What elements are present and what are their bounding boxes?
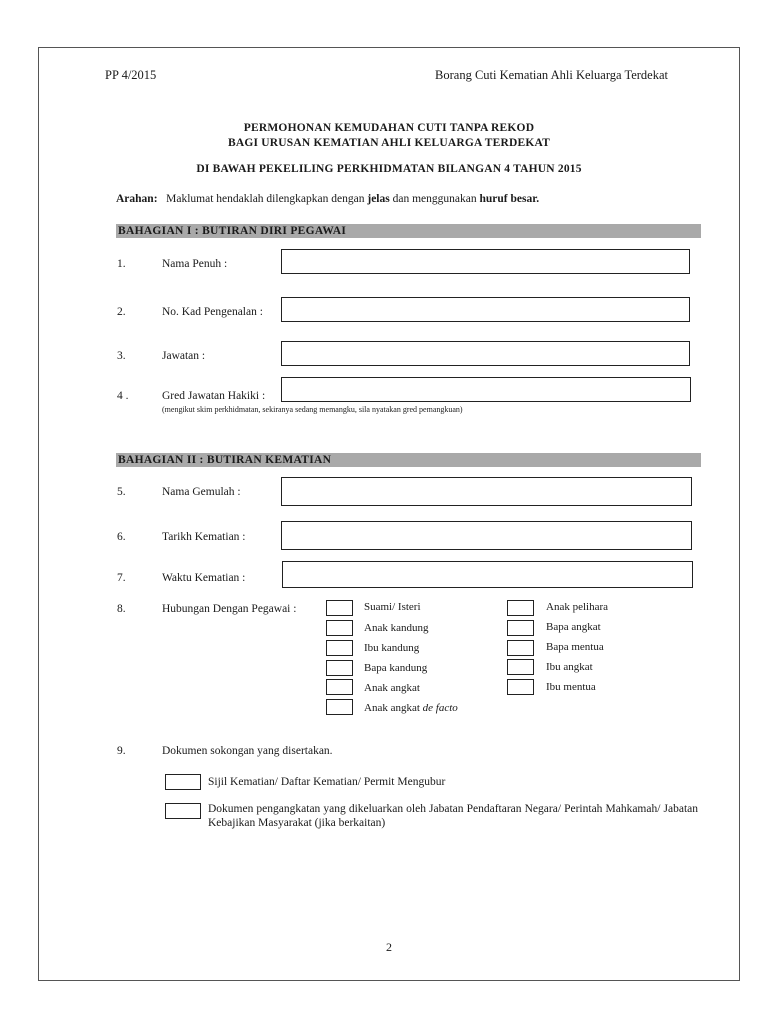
title-line-3: DI BAWAH PEKELILING PERKHIDMATAN BILANGAN 4 TAHUN 2015 <box>196 163 582 175</box>
instructions <box>116 193 539 205</box>
document-death-certificate-checkbox[interactable] <box>165 774 201 790</box>
relation-father-in-law-label: Bapa mentua <box>546 641 604 653</box>
grade-label: Gred Jawatan Hakiki : <box>162 390 266 402</box>
form-name: Borang Cuti Kematian Ahli Keluarga Terdekat <box>435 68 668 82</box>
instructions-text-b: dan menggunakan <box>389 193 480 205</box>
field-5-number: 5. <box>117 486 126 498</box>
relation-adoptive-mother-checkbox[interactable] <box>507 659 534 675</box>
section-1-header: BAHAGIAN I : BUTIRAN DIRI PEGAWAI <box>116 224 701 238</box>
instructions-bold-2: huruf besar. <box>479 193 540 205</box>
relation-biological-mother-checkbox[interactable] <box>326 640 353 656</box>
de-facto-italic: de facto <box>422 702 458 714</box>
document-adoption-label: Dokumen pengangkatan yang dikeluarkan oleh Jabatan Pendaftaran Negara/ Perintah Mahkamah/ Jabatan Kebajikan Masyarakat (jika berkaitan) <box>208 803 698 829</box>
documents-label: Dokumen sokongan yang disertakan. <box>162 745 333 757</box>
relation-adoptive-father-label: Bapa angkat <box>546 621 601 633</box>
title-line-2: BAGI URUSAN KEMATIAN AHLI KELUARGA TERDEKAT <box>227 137 551 149</box>
position-field[interactable] <box>281 341 690 366</box>
deceased-name-label: Nama Gemulah : <box>162 486 241 498</box>
death-time-field[interactable] <box>282 561 693 588</box>
relation-adoptive-father-checkbox[interactable] <box>507 620 534 636</box>
relation-de-facto-child-checkbox[interactable] <box>326 699 353 715</box>
instructions-text-a: Maklumat hendaklah dilengkapkan dengan <box>166 193 368 205</box>
relation-biological-father-checkbox[interactable] <box>326 660 353 676</box>
deceased-name-field[interactable] <box>281 477 692 506</box>
relation-adopted-child-checkbox[interactable] <box>326 679 353 695</box>
ic-number-field[interactable] <box>281 297 690 322</box>
field-4-number: 4 . <box>117 390 129 402</box>
relation-label: Hubungan Dengan Pegawai : <box>162 603 297 615</box>
relation-adopted-child-label: Anak angkat <box>364 682 420 694</box>
relation-mother-in-law-checkbox[interactable] <box>507 679 534 695</box>
position-label: Jawatan : <box>162 350 206 362</box>
document-death-certificate-label: Sijil Kematian/ Daftar Kematian/ Permit Mengubur <box>208 776 446 788</box>
relation-mother-in-law-label: Ibu mentua <box>546 681 596 693</box>
field-7-number: 7. <box>117 572 126 584</box>
full-name-label: Nama Penuh : <box>162 258 228 270</box>
death-time-label: Waktu Kematian : <box>162 572 246 584</box>
death-date-label: Tarikh Kematian : <box>162 531 246 543</box>
relation-adoptive-mother-label: Ibu angkat <box>546 661 593 673</box>
section-2-header: BAHAGIAN II : BUTIRAN KEMATIAN <box>116 453 701 467</box>
death-date-field[interactable] <box>281 521 692 550</box>
field-2-number: 2. <box>117 306 126 318</box>
relation-de-facto-child-label <box>364 702 458 714</box>
grade-field[interactable] <box>281 377 691 402</box>
document-adoption-checkbox[interactable] <box>165 803 201 819</box>
relation-foster-child-label: Anak pelihara <box>546 601 608 613</box>
ic-number-label: No. Kad Pengenalan : <box>162 306 263 318</box>
grade-note: (mengikut skim perkhidmatan, sekiranya sedang memangku, sila nyatakan gred pemangkuan) <box>162 405 463 414</box>
relation-biological-child-label: Anak kandung <box>364 622 429 634</box>
field-9-number: 9. <box>117 745 126 757</box>
relation-foster-child-checkbox[interactable] <box>507 600 534 616</box>
page-border <box>38 47 740 981</box>
de-facto-text: Anak angkat <box>364 702 423 714</box>
field-3-number: 3. <box>117 350 126 362</box>
instructions-bold-1: jelas <box>367 193 390 205</box>
relation-biological-child-checkbox[interactable] <box>326 620 353 636</box>
relation-biological-mother-label: Ibu kandung <box>364 642 420 654</box>
title-line-1: PERMOHONAN KEMUDAHAN CUTI TANPA REKOD <box>243 122 535 134</box>
relation-spouse-label: Suami/ Isteri <box>364 601 421 613</box>
relation-spouse-checkbox[interactable] <box>326 600 353 616</box>
field-6-number: 6. <box>117 531 126 543</box>
form-reference: PP 4/2015 <box>105 68 157 82</box>
field-1-number: 1. <box>117 258 126 270</box>
field-8-number: 8. <box>117 603 126 615</box>
full-name-field[interactable] <box>281 249 690 274</box>
relation-father-in-law-checkbox[interactable] <box>507 640 534 656</box>
relation-biological-father-label: Bapa kandung <box>364 662 428 674</box>
page-number: 2 <box>386 940 392 954</box>
instructions-label: Arahan: <box>116 193 158 205</box>
